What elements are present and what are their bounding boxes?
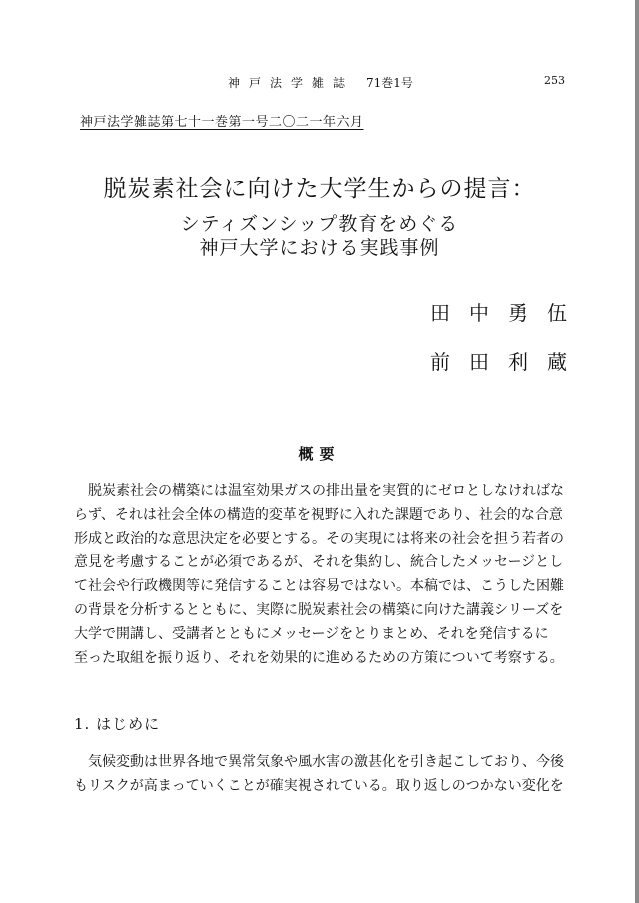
abstract-heading: 概要 <box>298 445 341 463</box>
article-subtitle-line-1: シティズンシップ教育をめぐる <box>180 213 459 235</box>
section-heading: 1. はじめに <box>74 715 161 733</box>
abstract-line: らず、それは社会全体の構造的変革を視野に入れた課題であり、社会的な合意 <box>74 506 563 523</box>
abstract-line: 形成と政治的な意思決定を必要とする。その実現には将来の社会を担う若者の <box>74 530 564 547</box>
page-number: 253 <box>544 74 565 87</box>
author-2: 前田利蔵 <box>430 350 586 374</box>
abstract-body <box>74 480 570 670</box>
citation-line: 神戸法学雑誌第七十一巻第一号二〇二一年六月 <box>80 115 364 130</box>
abstract-line: 脱炭素社会の構築には温室効果ガスの排出量を実質的にゼロとしなければな <box>88 483 564 499</box>
abstract-line: の背景を分析するとともに、実際に脱炭素社会の構築に向けた講義シリーズを <box>74 601 564 618</box>
article-title: 脱炭素社会に向けた大学生からの提言： <box>103 176 536 202</box>
volume-issue: 71巻1号 <box>366 76 413 90</box>
abstract-line: 大学で開講し、受講者とともにメッセージをとりまとめ、それを発信するに <box>74 625 549 642</box>
body-line: 気候変動は世界各地で異常気象や風水害の激甚化を引き起こしており、今後 <box>88 754 564 770</box>
article-subtitle-line-2: 神戸大学における実践事例 <box>199 237 440 259</box>
body-line: もリスクが高まっていくことが確実視されている。取り返しのつかない変化を <box>74 777 564 794</box>
abstract-line: 至った取組を振り返り、それを効果的に進めるための方策について考察する。 <box>74 649 564 666</box>
abstract-line: て社会や行政機関等に発信することは容易ではない。本稿では、こうした困難 <box>74 578 564 595</box>
abstract-line: 意見を考慮することが必須であるが、それを集約し、統合したメッセージとし <box>74 554 564 571</box>
journal-name: 神戸法学雑誌 <box>228 76 355 90</box>
author-1: 田中勇伍 <box>430 301 586 325</box>
section-body <box>74 751 570 799</box>
